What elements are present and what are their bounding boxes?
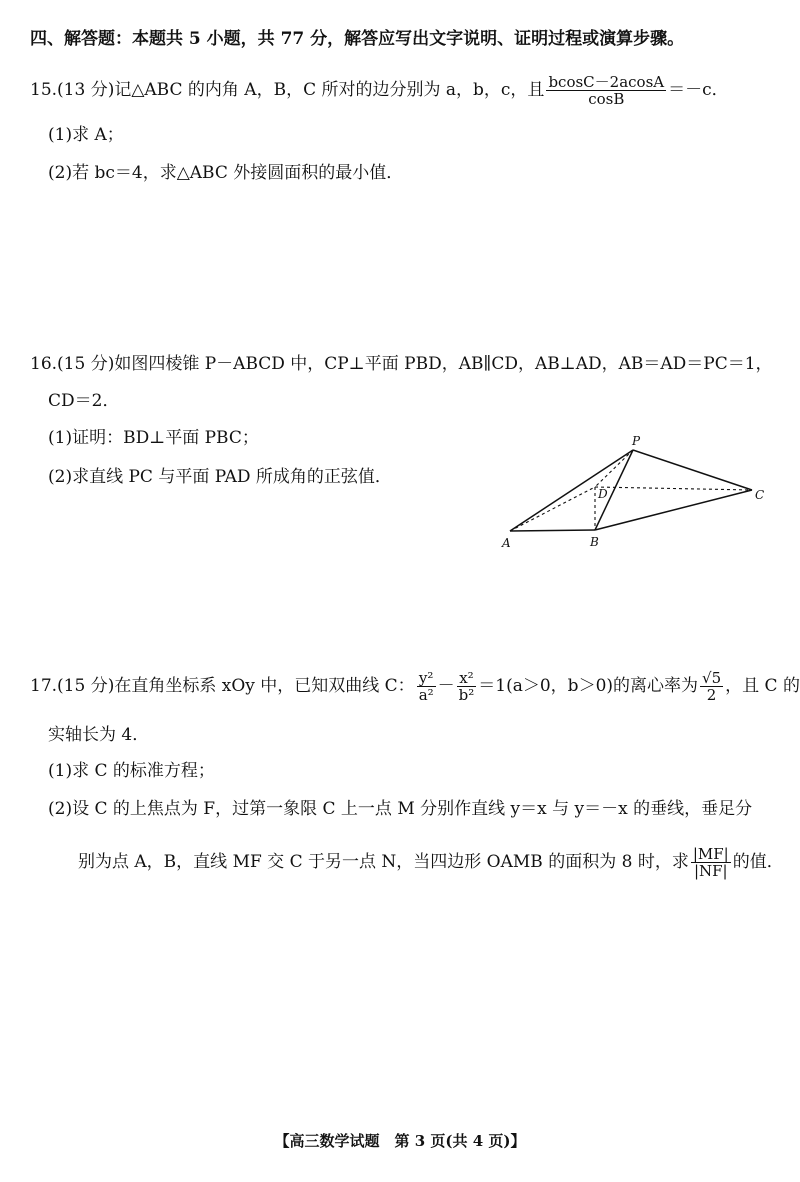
q15-frac-den: cosB [588,90,625,108]
q17-f1-num: y² [417,670,436,687]
q17-frac-x [457,670,477,703]
q17-ratio-num: |MF| [692,845,729,863]
q17-f1-den: a² [418,686,434,704]
q15-fraction [546,74,666,107]
edge-PC [633,450,752,490]
q17-eq-cond: ＝1(a＞0，b＞0)的离心率为 [478,676,699,696]
section-header: 四、解答题：本题共 5 小题，共 77 分，解答应写出文字说明、证明过程或演算步骤。 [30,29,685,49]
page-footer: 【高三数学试题 第 3 页(共 4 页)】 [274,1132,526,1150]
q17-part2-line2-suffix: 的值． [732,852,784,872]
q15-stem-suffix: ＝－c． [668,80,729,100]
edge-PD [595,450,633,487]
q17-part1: (1)求 C 的标准方程； [48,761,215,781]
q17-stem-prefix: 17.(15 分)在直角坐标系 xOy 中，已知双曲线 C： [30,676,415,696]
q17-minus: － [437,676,455,696]
label-C: C [755,488,765,502]
q17-part2-line2 [78,846,784,879]
q15-stem-prefix: 15.(13 分)记△ABC 的内角 A，B，C 所对的边分别为 a，b，c，且 [30,80,545,100]
q16-part2: (2)求直线 PC 与平面 PAD 所成角的正弦值． [48,467,392,487]
q17-stem-suffix: ，且 C 的 [725,676,800,696]
label-D: D [598,487,608,501]
q15-part2: (2)若 bc＝4，求△ABC 外接圆面积的最小值． [48,163,404,183]
q16-part1: (1)证明：BD⊥平面 PBC； [48,428,259,448]
q16-stem-line2: CD＝2． [48,391,120,411]
q17-ratio-den: |NF| [693,862,728,880]
edge-BC [595,490,752,530]
q17-frac-y [417,670,436,703]
edge-AB [510,530,595,531]
q17-part2-line2-prefix: 别为点 A，B，直线 MF 交 C 于另一点 N，当四边形 OAMB 的面积为 8 时，求 [78,852,689,872]
label-A: A [502,536,511,550]
label-P: P [632,434,641,448]
q17-f2-den: b² [458,686,475,704]
label-B: B [590,535,599,549]
q17-stem [30,670,800,703]
q17-ratio-fraction [691,846,731,879]
q17-ecc-num: √5 [702,669,722,687]
q17-part2-line1: (2)设 C 的上焦点为 F，过第一象限 C 上一点 M 分别作直线 y＝x 与 y＝－x 的垂线，垂足分 [48,799,753,819]
q16-stem-line1: 16.(15 分)如图四棱锥 P－ABCD 中，CP⊥平面 PBD，AB∥CD，AB⊥AD，AB＝AD＝PC＝1， [30,354,773,374]
q17-frac-ecc [700,670,723,703]
pyramid-figure [490,430,780,555]
q15-part1: (1)求 A； [48,125,124,145]
q17-f2-num: x² [457,670,477,687]
edge-DC [595,487,752,490]
q17-ecc-den: 2 [706,686,717,704]
edge-AD [510,487,595,531]
q15-frac-num: bcosC－2acosA [548,73,665,91]
q15-stem [30,74,729,107]
q17-stem-line2: 实轴长为 4． [48,725,150,745]
